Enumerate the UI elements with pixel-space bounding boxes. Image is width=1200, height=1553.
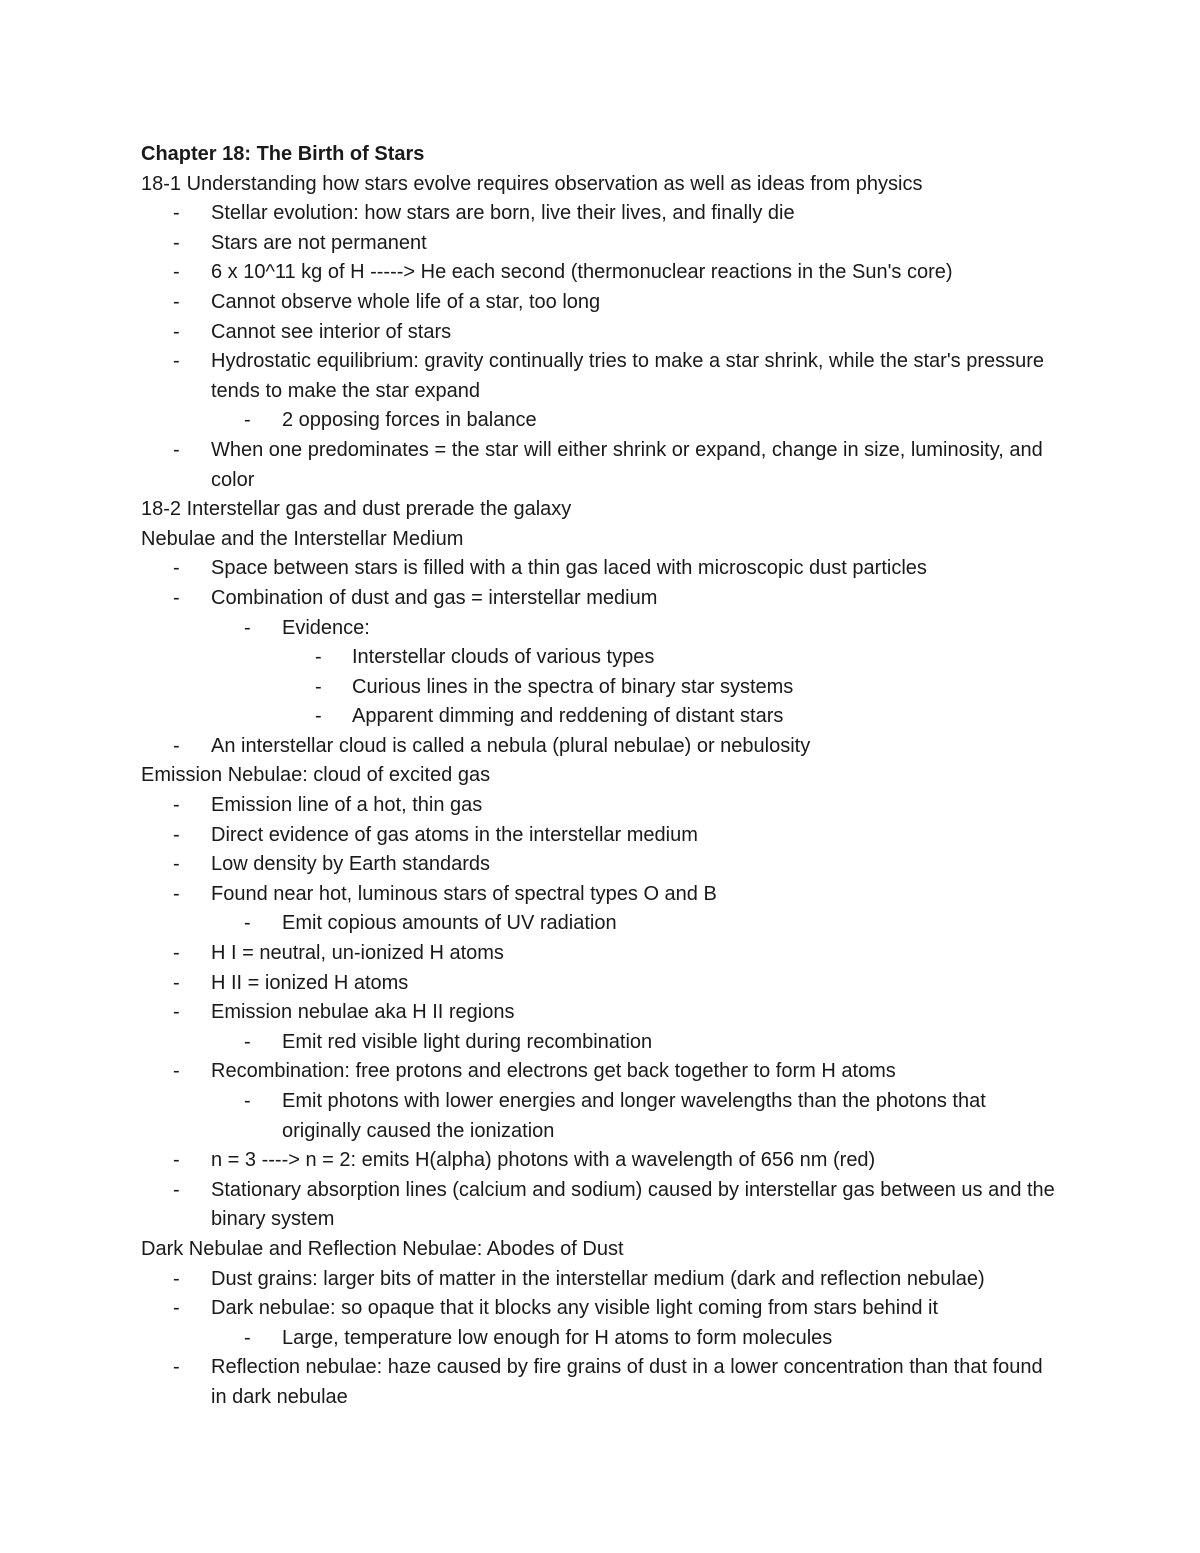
- bullet-item: [141, 909, 1061, 939]
- bullet-dash: -: [173, 794, 180, 817]
- bullet-dash: -: [173, 1297, 180, 1320]
- bullet-item: [141, 436, 1061, 495]
- line-text: Stellar evolution: how stars are born, live their lives, and finally die: [211, 202, 795, 225]
- line-text: Evidence:: [282, 616, 370, 639]
- line-text: Emit photons with lower energies and longer wavelengths than the photons that originally caused the ionization: [282, 1090, 986, 1142]
- line-text: Reflection nebulae: haze caused by fire grains of dust in a lower concentration than that found in dark nebulae: [211, 1356, 1043, 1408]
- bullet-dash: -: [173, 438, 180, 461]
- line-text: Space between stars is filled with a thin gas laced with microscopic dust particles: [211, 557, 927, 580]
- bullet-item: [141, 1294, 1061, 1324]
- bullet-item: [141, 347, 1061, 406]
- bullet-item: [141, 258, 1061, 288]
- line-text: Recombination: free protons and electrons get back together to form H atoms: [211, 1060, 896, 1083]
- line-text: Dark Nebulae and Reflection Nebulae: Abodes of Dust: [141, 1237, 624, 1260]
- bullet-item: [141, 880, 1061, 910]
- bullet-item: [141, 1176, 1061, 1235]
- document-title: Chapter 18: The Birth of Stars: [141, 143, 425, 165]
- bullet-item: [141, 969, 1061, 999]
- bullet-dash: -: [173, 882, 180, 905]
- line-text: Stars are not permanent: [211, 231, 427, 254]
- bullet-dash: -: [244, 409, 251, 432]
- section-heading: [141, 170, 1061, 200]
- line-text: 18-2 Interstellar gas and dust prerade the galaxy: [141, 498, 572, 521]
- bullet-dash: -: [173, 586, 180, 609]
- bullet-dash: -: [173, 1060, 180, 1083]
- bullet-item: [141, 288, 1061, 318]
- bullet-dash: -: [173, 350, 180, 373]
- bullet-item: [141, 1146, 1061, 1176]
- line-text: Emission line of a hot, thin gas: [211, 794, 483, 817]
- line-text: Apparent dimming and reddening of distant stars: [352, 705, 784, 728]
- bullet-dash: -: [173, 1001, 180, 1024]
- bullet-dash: -: [173, 1149, 180, 1172]
- bullet-dash: -: [173, 1267, 180, 1290]
- line-text: Emit copious amounts of UV radiation: [282, 912, 617, 935]
- line-text: Large, temperature low enough for H atoms to form molecules: [282, 1326, 833, 1349]
- bullet-item: [141, 1087, 1061, 1146]
- bullet-dash: -: [173, 261, 180, 284]
- bullet-item: [141, 229, 1061, 259]
- bullet-dash: -: [315, 705, 322, 728]
- bullet-item: [141, 821, 1061, 851]
- line-text: Stationary absorption lines (calcium and sodium) caused by interstellar gas between us and the binary system: [211, 1178, 1055, 1231]
- line-text: Interstellar clouds of various types: [352, 646, 655, 669]
- bullet-item: [141, 584, 1061, 614]
- document-page: [141, 140, 1061, 1413]
- line-text: H I = neutral, un-ionized H atoms: [211, 942, 504, 965]
- bullet-dash: -: [173, 1356, 180, 1379]
- line-text: Hydrostatic equilibrium: gravity continually tries to make a star shrink, while the star's pressure tends to make the star expand: [211, 350, 1045, 402]
- bullet-dash: -: [244, 1030, 251, 1053]
- bullet-dash: -: [173, 290, 180, 313]
- bullet-dash: -: [173, 853, 180, 876]
- bullet-item: [141, 791, 1061, 821]
- bullet-item: [141, 318, 1061, 348]
- line-text: Emit red visible light during recombination: [282, 1030, 653, 1053]
- line-text: Emission Nebulae: cloud of excited gas: [141, 764, 491, 787]
- bullet-item: [141, 614, 1061, 644]
- line-text: When one predominates = the star will either shrink or expand, change in size, luminosity, and color: [211, 438, 1043, 491]
- section-heading: [141, 1235, 1061, 1265]
- bullet-dash: -: [173, 231, 180, 254]
- bullet-item: [141, 199, 1061, 229]
- bullet-item: [141, 732, 1061, 762]
- bullet-item: [141, 554, 1061, 584]
- bullet-item: [141, 1324, 1061, 1354]
- line-text: H II = ionized H atoms: [211, 971, 409, 994]
- section-heading: [141, 761, 1061, 791]
- bullet-dash: -: [173, 734, 180, 757]
- line-text: Cannot observe whole life of a star, too long: [211, 290, 601, 313]
- line-text: 18-1 Understanding how stars evolve requires observation as well as ideas from physics: [141, 172, 923, 195]
- bullet-item: [141, 1353, 1061, 1412]
- bullet-item: [141, 939, 1061, 969]
- bullet-dash: -: [173, 320, 180, 343]
- line-text: Curious lines in the spectra of binary star systems: [352, 675, 794, 698]
- line-text: Dust grains: larger bits of matter in the interstellar medium (dark and reflection nebulae): [211, 1267, 985, 1290]
- line-text: An interstellar cloud is called a nebula (plural nebulae) or nebulosity: [211, 734, 811, 757]
- bullet-dash: -: [173, 942, 180, 965]
- line-text: 2 opposing forces in balance: [282, 409, 537, 432]
- bullet-dash: -: [315, 675, 322, 698]
- line-text: Nebulae and the Interstellar Medium: [141, 527, 464, 550]
- line-text: n = 3 ----> n = 2: emits H(alpha) photons with a wavelength of 656 nm (red): [211, 1149, 876, 1172]
- line-text: Dark nebulae: so opaque that it blocks any visible light coming from stars behind it: [211, 1297, 939, 1320]
- bullet-item: [141, 998, 1061, 1028]
- bullet-item: [141, 643, 1061, 673]
- bullet-dash: -: [173, 202, 180, 225]
- bullet-item: [141, 702, 1061, 732]
- line-text: Found near hot, luminous stars of spectral types O and B: [211, 882, 717, 905]
- line-text: Emission nebulae aka H II regions: [211, 1001, 515, 1024]
- line-text: Low density by Earth standards: [211, 853, 491, 876]
- line-text: Cannot see interior of stars: [211, 320, 452, 343]
- bullet-item: [141, 1028, 1061, 1058]
- bullet-dash: -: [244, 616, 251, 639]
- line-text: Combination of dust and gas = interstellar medium: [211, 586, 658, 609]
- bullet-dash: -: [244, 912, 251, 935]
- bullet-dash: -: [315, 646, 322, 669]
- section-heading: [141, 495, 1061, 525]
- bullet-item: [141, 673, 1061, 703]
- bullet-item: [141, 1265, 1061, 1295]
- section-heading: [141, 525, 1061, 555]
- bullet-item: [141, 1057, 1061, 1087]
- bullet-dash: -: [244, 1090, 251, 1112]
- notes-list: [141, 170, 1061, 1413]
- bullet-item: [141, 850, 1061, 880]
- bullet-dash: -: [244, 1326, 251, 1349]
- bullet-item: [141, 406, 1061, 436]
- bullet-dash: -: [173, 1178, 180, 1201]
- bullet-dash: -: [173, 823, 180, 846]
- bullet-dash: -: [173, 971, 180, 994]
- line-text: Direct evidence of gas atoms in the interstellar medium: [211, 823, 698, 846]
- line-text: 6 x 10^11 kg of H -----> He each second (thermonuclear reactions in the Sun's core): [211, 261, 953, 284]
- bullet-dash: -: [173, 557, 180, 580]
